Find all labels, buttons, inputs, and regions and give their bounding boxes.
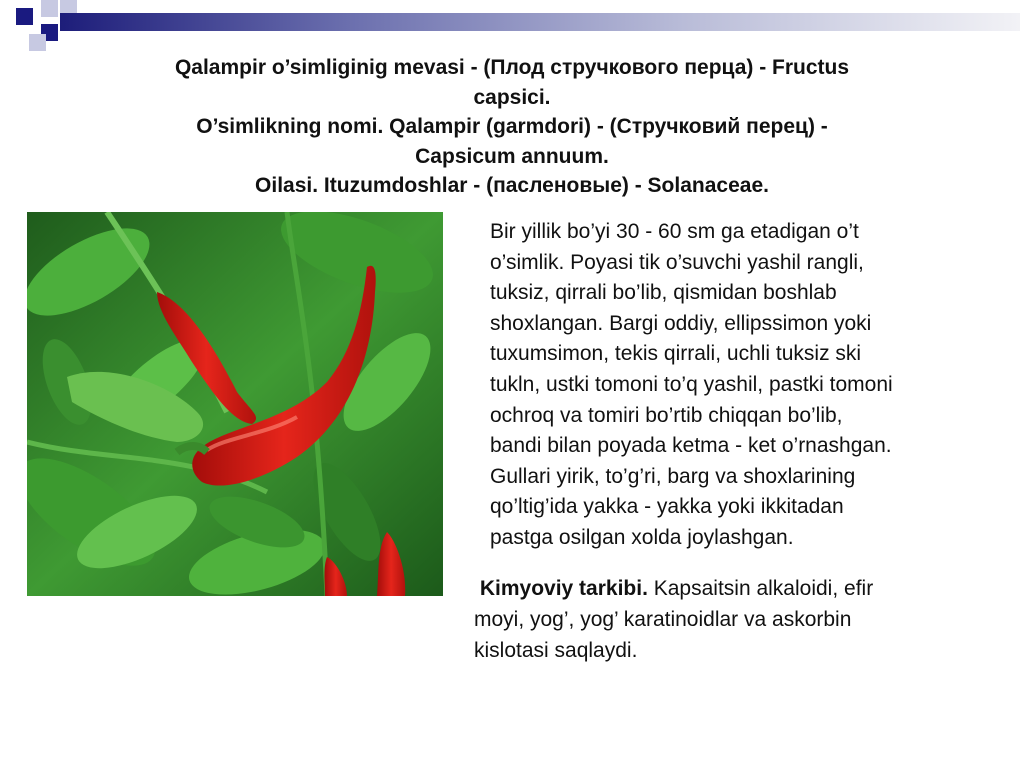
description-line: tukln, ustki tomoni to’q yashil, pastki tomoni <box>490 372 893 396</box>
title-line: Qalampir o’simliginig mevasi - (Плод стручкового перца) - Fructus <box>174 56 850 79</box>
description-line: tuksiz, qirrali bo’lib, qismidan boshlab <box>490 281 837 305</box>
chemistry-line <box>474 573 994 604</box>
description-line: tuxumsimon, tekis qirrali, uchli tuksiz ski <box>490 342 862 366</box>
description-line: pastga osilgan xolda joylashgan. <box>490 525 794 549</box>
decor-square <box>29 34 46 51</box>
slide-title <box>70 53 954 201</box>
title-line: Oilasi. Ituzumdoshlar - (пасленовые) - Solanaceae. <box>255 174 769 197</box>
description-line: shoxlangan. Bargi oddiy, ellipssimon yoki <box>490 311 872 335</box>
title-gradient-bar <box>60 13 1020 31</box>
decor-square <box>16 8 33 25</box>
chemical-composition <box>474 573 994 666</box>
title-line: capsici. <box>473 85 551 109</box>
description-line: qo’ltig’ida yakka - yakka yoki ikkitadan <box>490 495 844 519</box>
description-line: Bir yillik bo’yi 30 - 60 sm ga etadigan o’t <box>490 220 859 243</box>
chemistry-heading: Kimyoviy tarkibi. <box>479 577 648 600</box>
title-line: O’simlikning nomi. Qalampir (garmdori) - (Стручковий перец) - <box>196 115 828 138</box>
chemistry-line: kislotasi saqlaydi. <box>474 639 638 662</box>
description-line: Gullari yirik, to’g’ri, barg va shoxlarining <box>490 464 856 488</box>
title-line: Capsicum annuum. <box>415 144 609 168</box>
decor-square <box>41 0 58 17</box>
description-line: o’simlik. Poyasi tik o’suvchi yashil rangli, <box>490 250 864 274</box>
chemistry-text: Kapsaitsin alkaloidi, efir <box>647 577 874 600</box>
chemistry-line: moyi, yog’, yog’ karatinoidlar va askorbin <box>474 608 852 631</box>
plant-description <box>490 217 1000 554</box>
chili-pepper-photo <box>27 212 443 596</box>
description-line: bandi bilan poyada ketma - ket o’rnashgan. <box>490 434 892 458</box>
description-line: ochroq va tomiri bo’rtib chiqqan bo’lib, <box>490 403 843 427</box>
